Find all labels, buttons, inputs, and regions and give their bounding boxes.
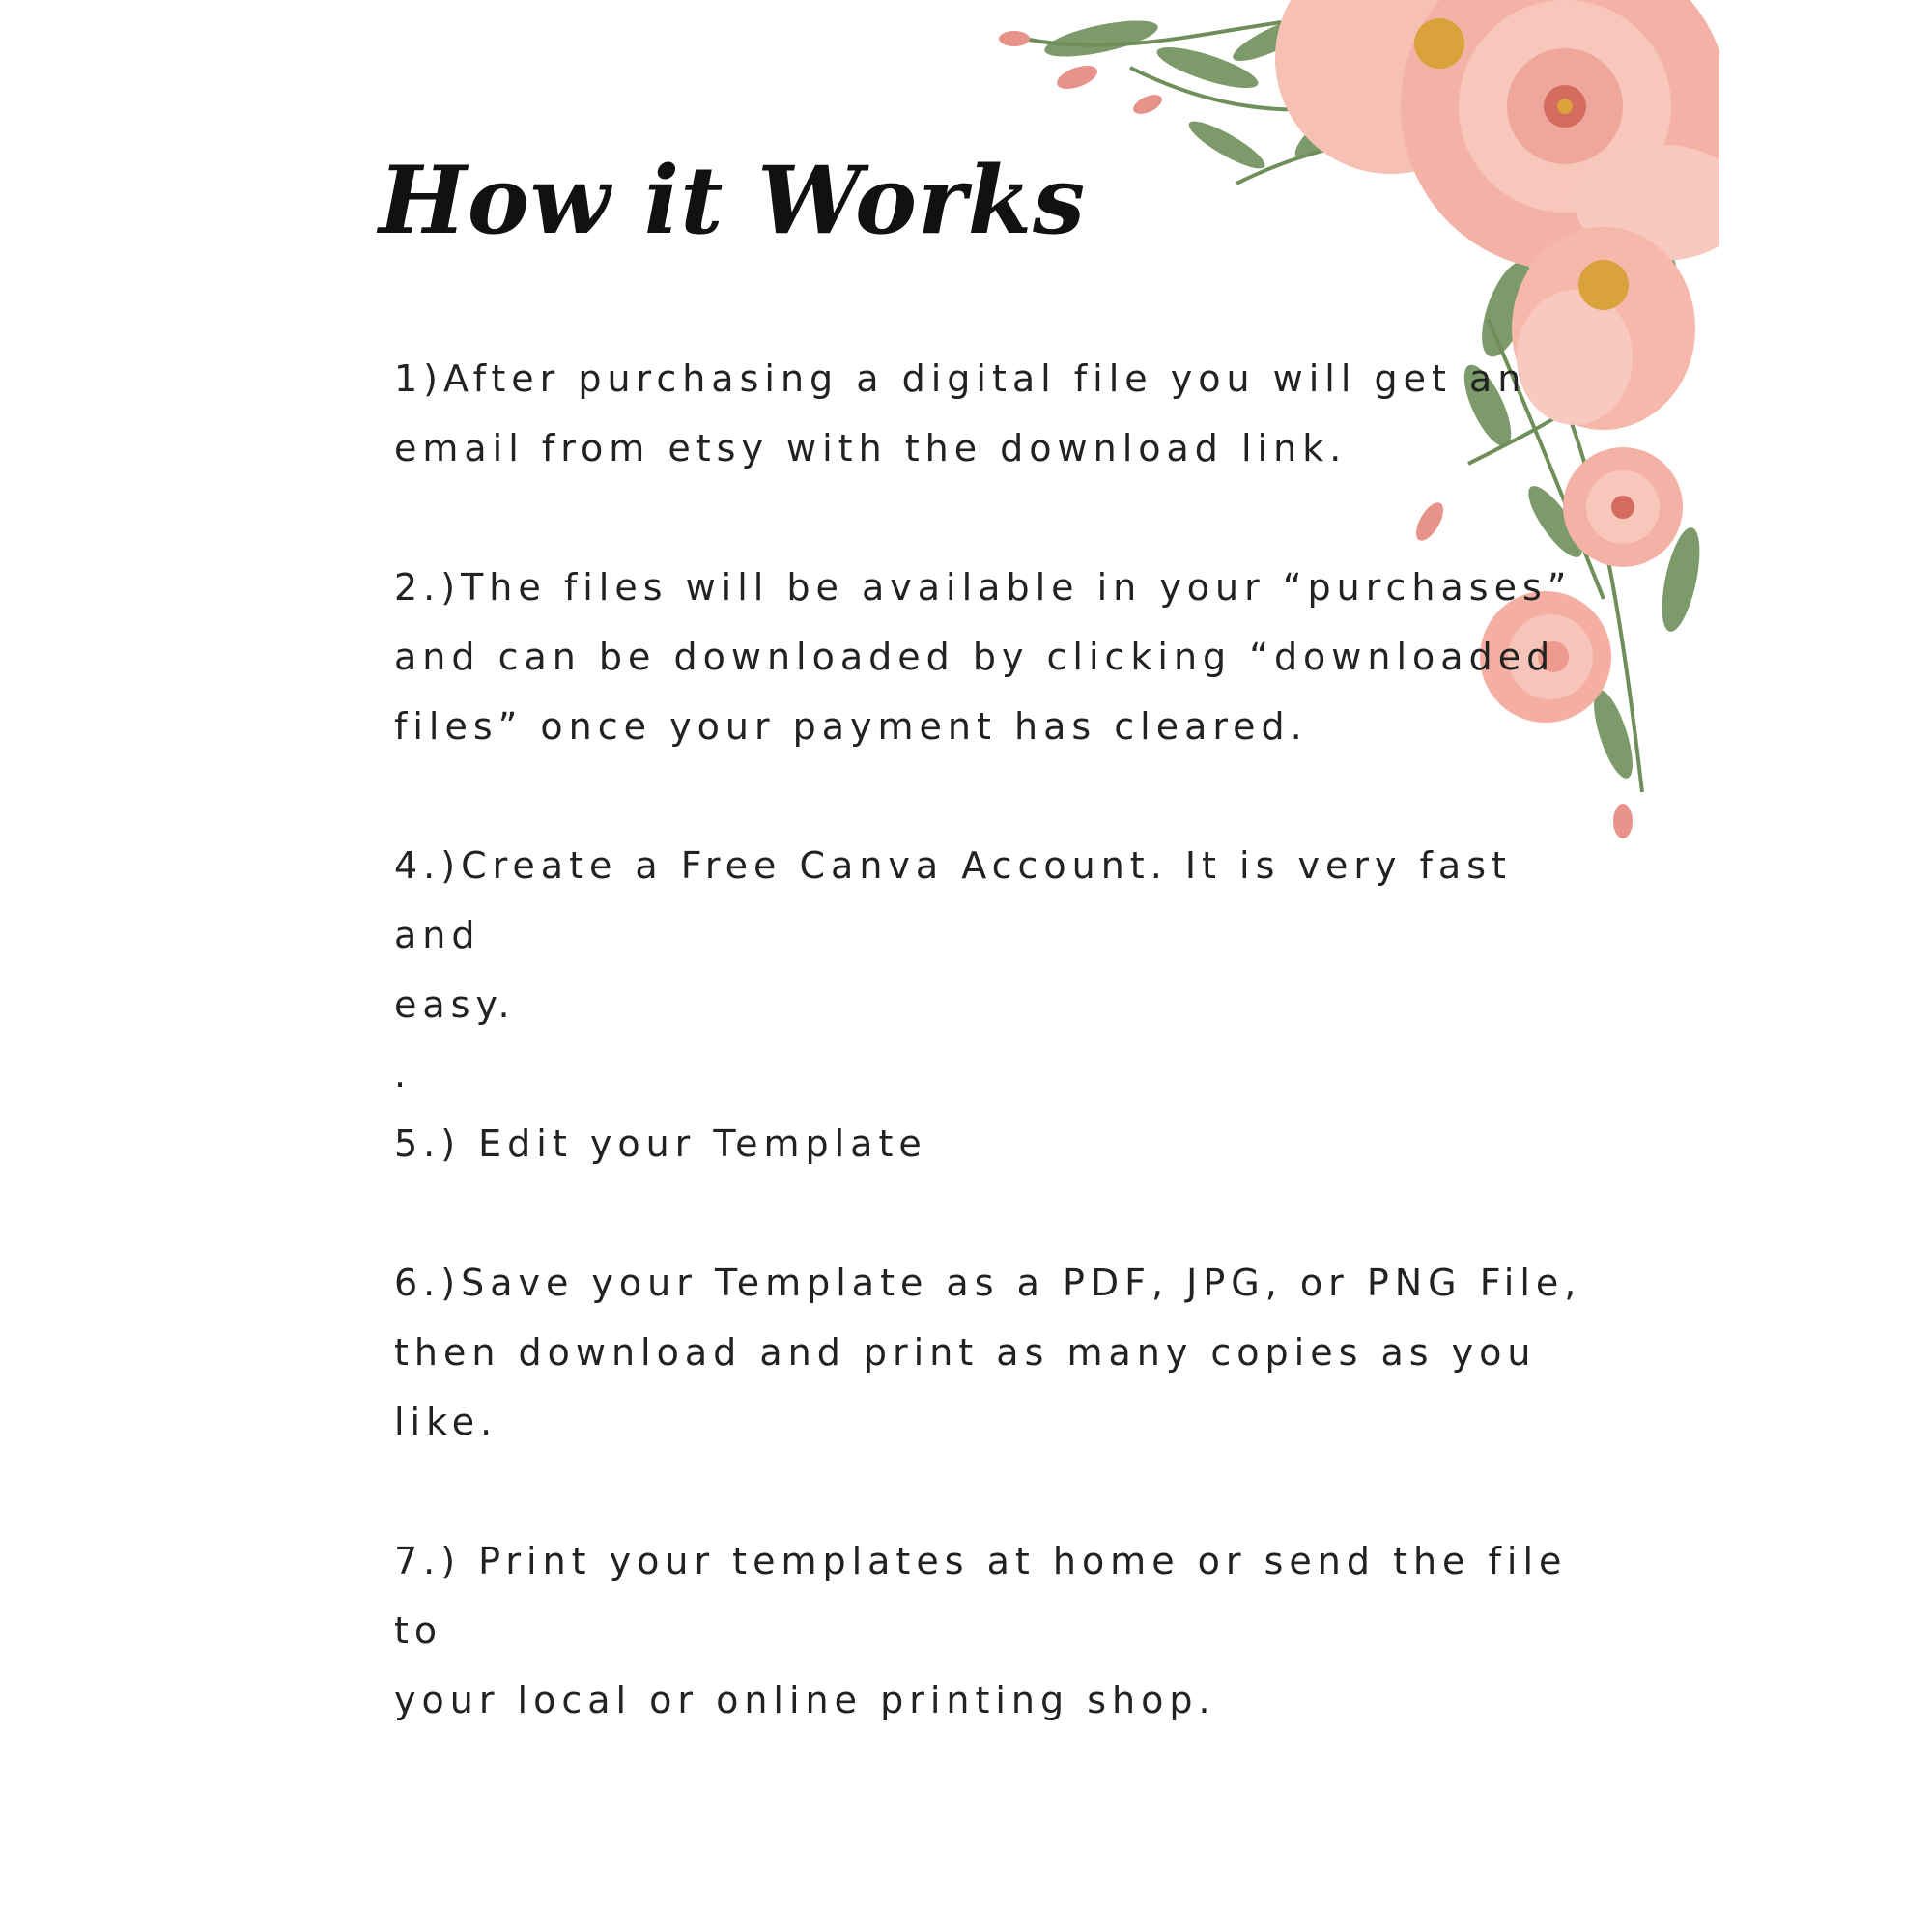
step-separator-dot: .	[394, 1053, 412, 1095]
step-2: 2.)The files will be available in your “purchases” and can be downloaded by clicking “downloaded files” once your payment has cleared.	[394, 566, 1573, 748]
step-6: 6.)Save your Template as a PDF, JPG, or PNG File, then download and print as many copies as you like.	[394, 1262, 1582, 1443]
step-4: 4.)Create a Free Canva Account. It is very fast and easy.	[394, 844, 1512, 1026]
steps-list	[394, 344, 1592, 1804]
page-title: How it Works	[379, 146, 1087, 255]
step-7: 7.) Print your templates at home or send the file to your local or online printing shop.	[394, 1540, 1568, 1721]
step-1: 1)After purchasing a digital file you will get an email from etsy with the download link.	[394, 357, 1527, 469]
step-5: 5.) Edit your Template	[394, 1122, 927, 1165]
